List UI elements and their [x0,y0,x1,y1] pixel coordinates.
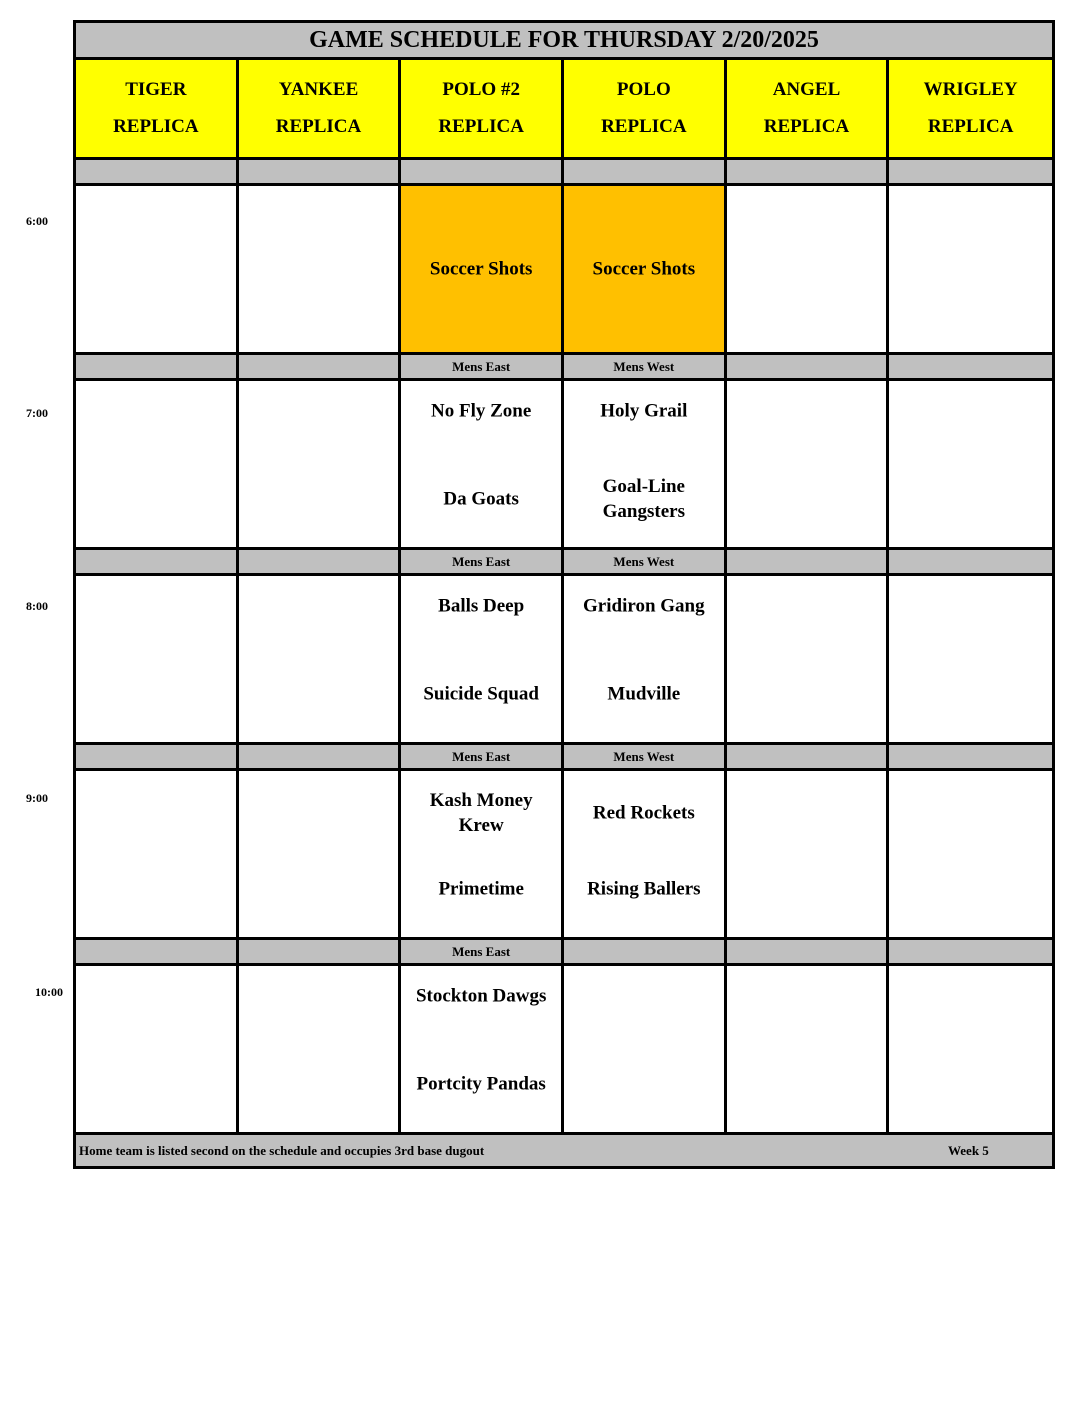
division-label [727,550,890,573]
division-label [727,745,890,768]
event-name: Soccer Shots [429,258,533,280]
game-cell [564,381,727,547]
game-cell [727,966,890,1132]
division-label [76,355,239,378]
division-row-8 [76,550,1052,576]
division-label [239,550,402,573]
game-cell-highlighted [564,186,727,352]
division-label [239,160,402,183]
field-header-yankee [239,60,402,157]
field-header-polo [564,60,727,157]
division-label [889,745,1052,768]
slot-row-9 [76,771,1052,940]
division-label [76,745,239,768]
game-cell [239,771,402,937]
time-label-8: 8:00 [26,599,48,613]
game-cell [76,381,239,547]
division-row-9 [76,745,1052,771]
home-team: Suicide Squad [423,683,539,705]
field-header-tiger [76,60,239,157]
game-cell [889,576,1052,742]
game-cell [889,966,1052,1132]
home-team-note: Home team is listed second on the schedule and occupies 3rd base dugout [79,1142,485,1158]
division-label: Mens West [564,550,727,573]
division-label: Mens East [401,355,564,378]
time-label-6: 6:00 [26,214,48,228]
game-cell [889,771,1052,937]
game-cell [401,576,564,742]
time-label-9: 9:00 [26,791,48,805]
division-label [889,550,1052,573]
division-label [76,940,239,963]
event-name: Soccer Shots [592,258,696,280]
home-team: Portcity Pandas [416,1073,546,1095]
time-label-7: 7:00 [26,406,48,420]
division-label: Mens East [401,550,564,573]
game-cell [401,966,564,1132]
division-label [889,355,1052,378]
field-name: YANKEE [278,79,359,100]
field-sub: REPLICA [763,116,850,137]
away-team: Kash Money Krew [429,790,533,836]
home-team: Mudville [607,683,681,705]
slot-row-7 [76,381,1052,550]
field-name: ANGEL [772,79,841,100]
field-header-row [76,60,1052,160]
away-team: No Fly Zone [431,400,532,422]
game-cell [727,186,890,352]
field-sub: REPLICA [113,116,199,137]
game-cell [76,576,239,742]
game-cell [889,381,1052,547]
away-team: Balls Deep [438,595,525,617]
footer [76,1135,1052,1166]
slot-row-8 [76,576,1052,745]
slot-row-10 [76,966,1052,1135]
schedule-sheet [73,20,1055,1169]
division-label [889,160,1052,183]
division-label [727,355,890,378]
time-column [0,0,74,1160]
slot-row-6 [76,186,1052,355]
field-sub: REPLICA [927,116,1014,137]
schedule-title: GAME SCHEDULE FOR THURSDAY 2/20/2025 [76,23,1052,60]
division-label [239,745,402,768]
game-cell [239,576,402,742]
game-cell [401,771,564,937]
game-cell [564,771,727,937]
division-row-10 [76,940,1052,966]
game-cell-highlighted [401,186,564,352]
division-label [564,940,727,963]
game-cell [564,576,727,742]
division-label: Mens East [401,940,564,963]
division-label [239,355,402,378]
division-label [76,160,239,183]
field-sub: REPLICA [601,116,687,137]
game-cell [889,186,1052,352]
field-name: WRIGLEY [923,79,1018,100]
field-name: POLO [616,79,671,100]
field-header-angel [727,60,890,157]
away-team: Gridiron Gang [583,595,705,617]
game-cell [239,966,402,1132]
field-name: POLO #2 [442,79,520,100]
division-label [401,160,564,183]
week-label: Week 5 [948,1142,989,1158]
division-label [727,160,890,183]
away-team: Stockton Dawgs [415,985,547,1007]
game-cell [564,966,727,1132]
game-cell [76,186,239,352]
division-label: Mens West [564,745,727,768]
away-team: Holy Grail [600,400,688,422]
division-label [727,940,890,963]
division-label [889,940,1052,963]
home-team: Rising Ballers [587,878,701,900]
game-cell [239,186,402,352]
game-cell [401,381,564,547]
home-team: Primetime [438,878,524,900]
field-sub: REPLICA [438,116,524,137]
time-label-10: 10:00 [35,985,63,999]
field-name: TIGER [125,79,187,100]
game-cell [76,966,239,1132]
division-label: Mens East [401,745,564,768]
game-cell [239,381,402,547]
division-label [564,160,727,183]
division-row-7 [76,355,1052,381]
game-cell [727,381,890,547]
division-label: Mens West [564,355,727,378]
home-team: Goal-Line Gangsters [602,476,685,522]
field-header-wrigley [889,60,1052,157]
game-cell [727,771,890,937]
division-row-6 [76,160,1052,186]
field-header-polo-2 [401,60,564,157]
division-label [239,940,402,963]
home-team: Da Goats [443,488,519,510]
away-team: Red Rockets [592,802,695,824]
field-sub: REPLICA [275,116,362,137]
game-cell [76,771,239,937]
division-label [76,550,239,573]
game-cell [727,576,890,742]
